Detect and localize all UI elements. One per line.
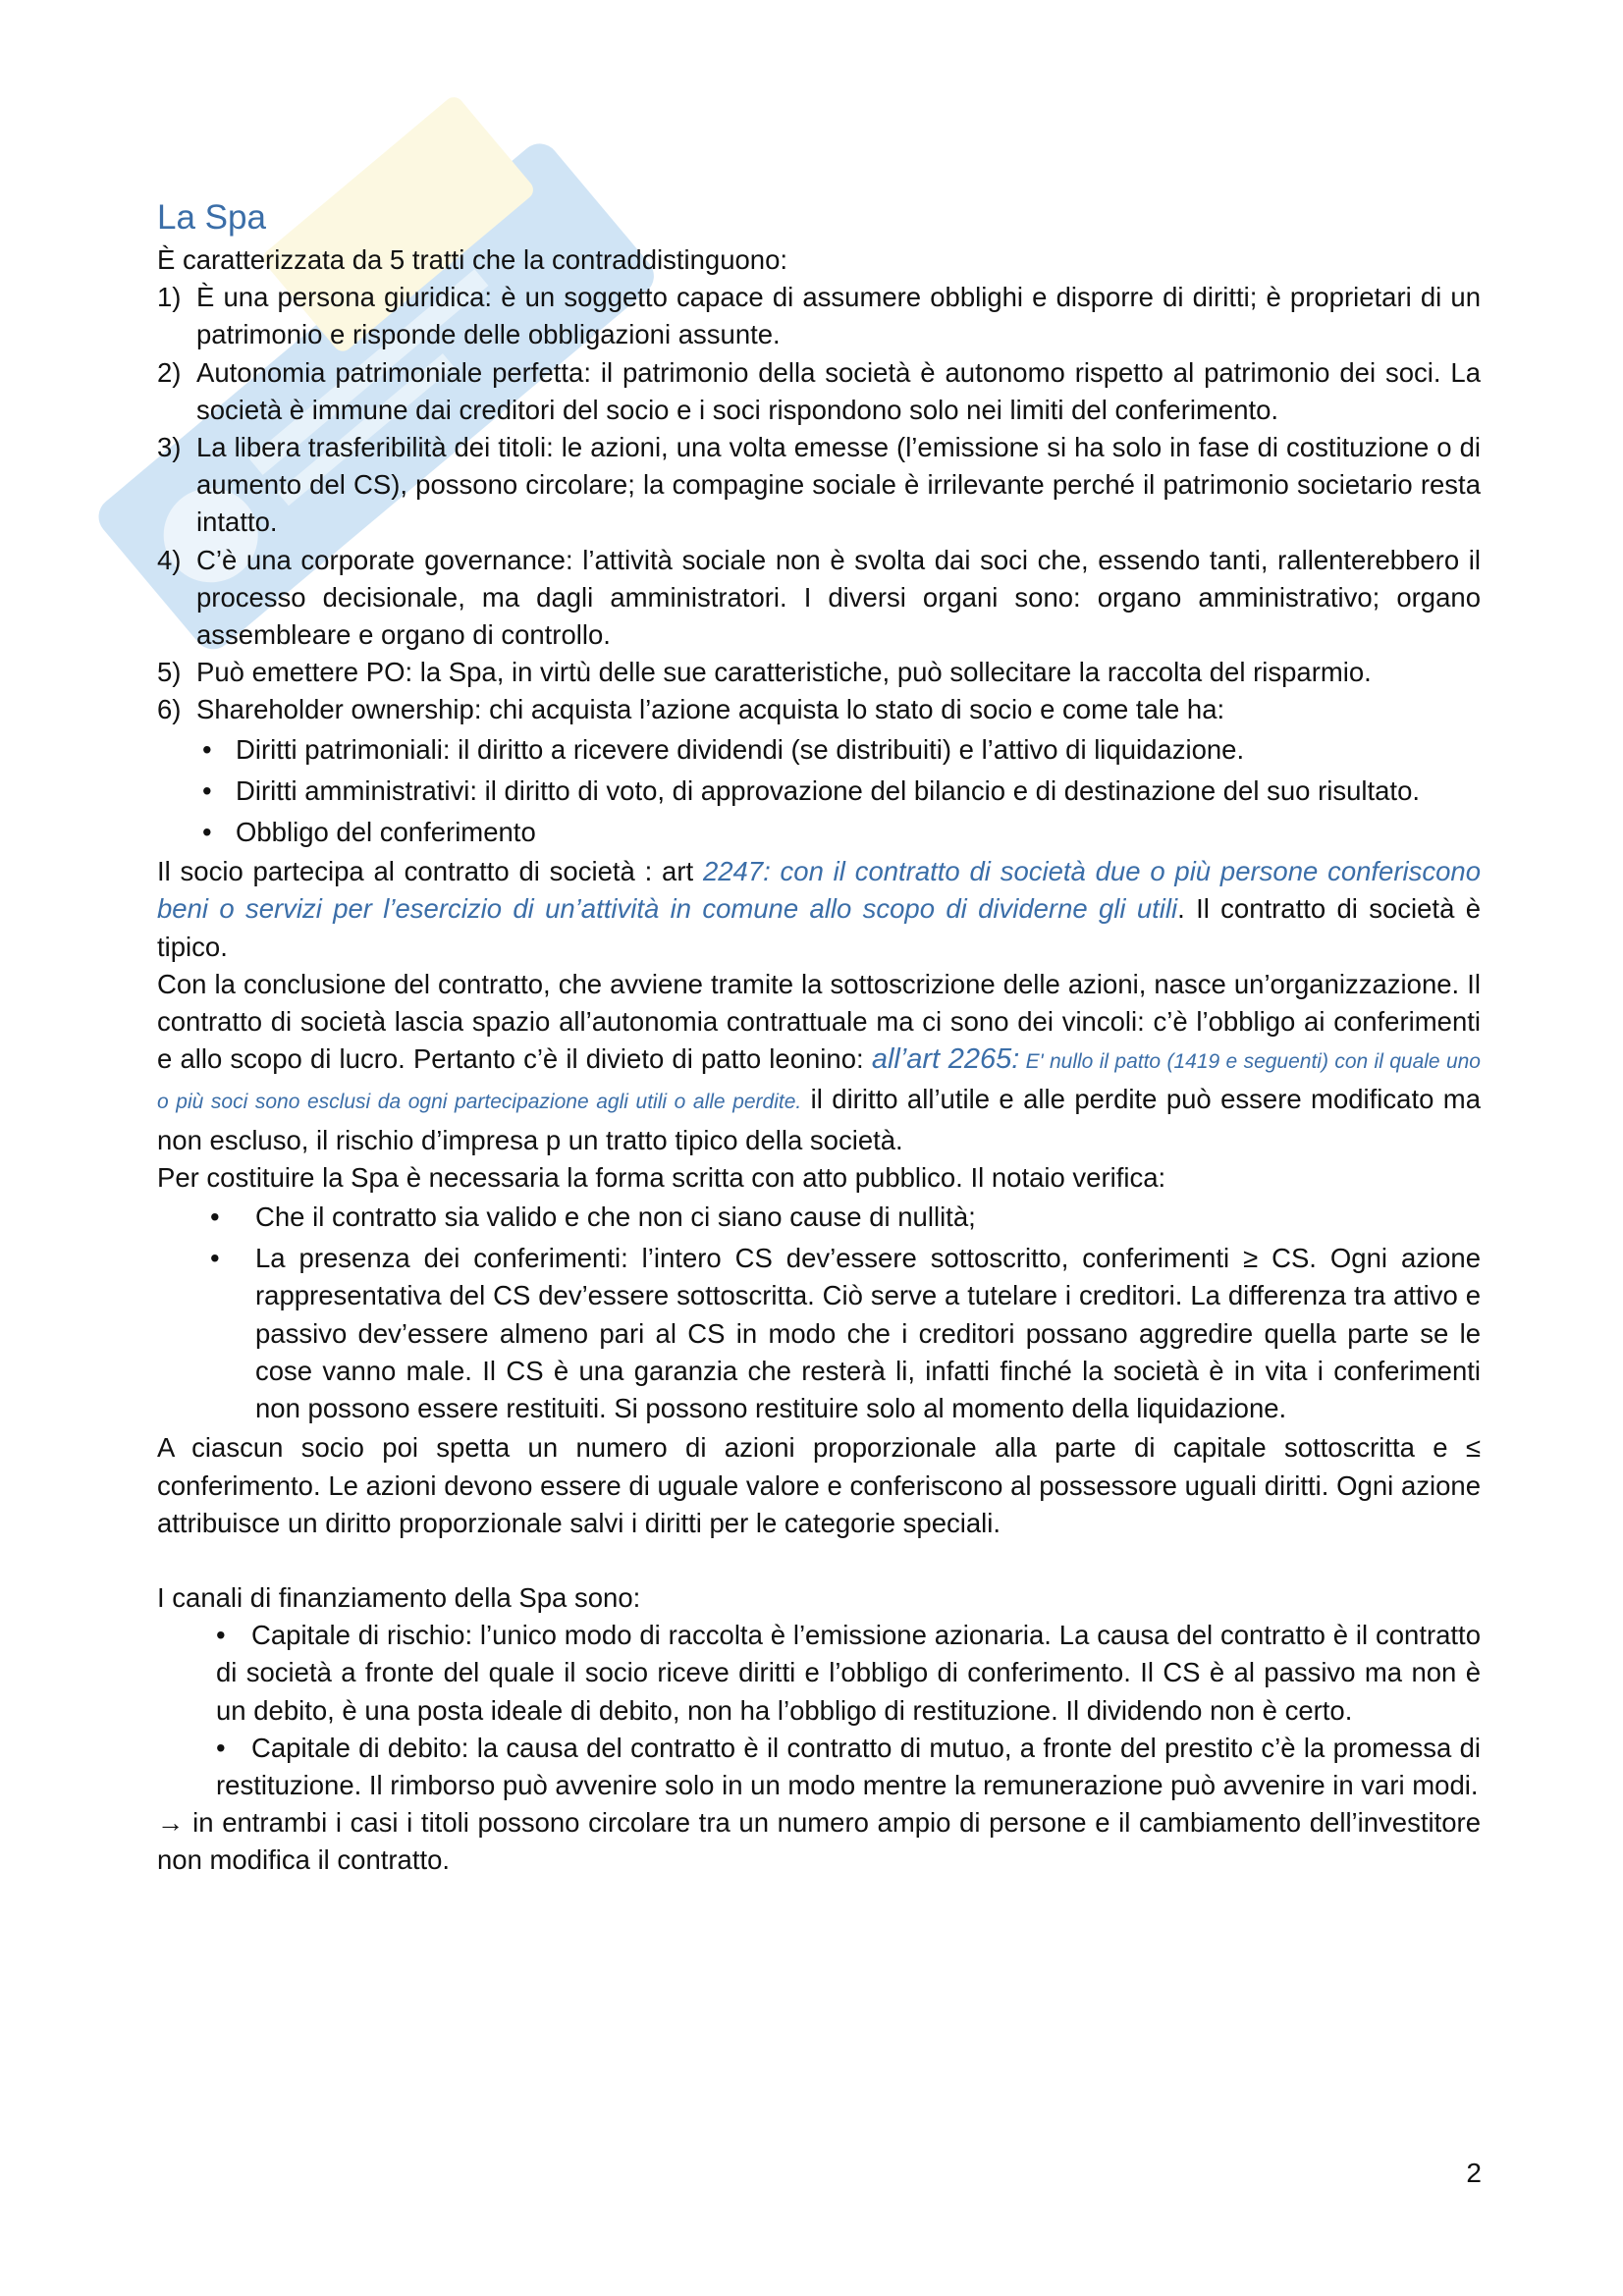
list-item bbox=[157, 771, 1481, 812]
item-number: 5) bbox=[157, 657, 182, 688]
page-number: 2 bbox=[1466, 2158, 1482, 2188]
item-text: Diritti patrimoniali: il diritto a ricevere dividendi (se distribuiti) e l’attivo di liquidazione. bbox=[236, 733, 1245, 765]
funding-intro: I canali di finanziamento della Spa sono: bbox=[157, 1581, 641, 1613]
item-text: Diritti amministrativi: il diritto di voto, di approvazione del bilancio e di destinazione del suo risultato. bbox=[236, 774, 1420, 806]
item-text: Può emettere PO: la Spa, in virtù delle sue caratteristiche, può sollecitare la raccolta del risparmio. bbox=[196, 657, 1372, 688]
list-item bbox=[157, 654, 1481, 691]
bullet-icon: • bbox=[210, 1201, 220, 1233]
page-title: La Spa bbox=[157, 198, 266, 237]
article-2247-citation: 2247: con il contratto di società due o più persone conferiscono beni o servizi per l’esercizio di un’attività in comune allo scopo di dividerne gli utili bbox=[157, 856, 1481, 925]
bullet-icon: • bbox=[202, 774, 212, 806]
list-item bbox=[157, 279, 1481, 353]
list-item bbox=[157, 354, 1481, 429]
list-item bbox=[157, 1197, 1481, 1238]
intro-text: È caratterizzata da 5 tratti che la contraddistinguono: bbox=[157, 244, 788, 275]
item-text: Autonomia patrimoniale perfetta: il patrimonio della società è autonomo rispetto al patrimonio dei soci. La società è immune dai creditori del socio e i soci rispondono solo nei limiti del conferimento. bbox=[196, 356, 1481, 425]
contract-paragraph: Il socio partecipa al contratto di società : art 2247: con il contratto di società due o più persone conferiscono beni o servizi per l’esercizio di un’attività in comune allo scopo di dividerne gli utili. Il contratto di società è tipico. bbox=[157, 856, 1481, 962]
item-text: Obbligo del conferimento bbox=[236, 817, 536, 848]
list-item bbox=[157, 1238, 1481, 1429]
bullet-icon: • bbox=[202, 817, 212, 848]
item-text: La presenza dei conferimenti: l’intero CS dev’essere sottoscritto, conferimenti ≥ CS. Ogni azione rappresentativa del CS dev’essere sottoscritta. Ciò serve a tutelare i creditori. La differenza tra attivo e passivo dev’essere almeno pari al CS in modo che i creditori possano aggredire quella parte se le cose vanno male. Il CS è una garanzia che resterà li, infatti finché la società è in vita i conferimenti non possono essere restituiti. Si possono restituire solo al momento della liquidazione. bbox=[255, 1243, 1481, 1424]
item-number: 4) bbox=[157, 544, 182, 575]
item-text: Che il contratto sia valido e che non ci siano cause di nullità; bbox=[255, 1201, 976, 1233]
list-item bbox=[157, 1617, 1481, 1730]
list-item bbox=[157, 691, 1481, 728]
list-item bbox=[157, 729, 1481, 771]
article-2265-ref: all’art 2265: bbox=[871, 1043, 1020, 1076]
item-text: Shareholder ownership: chi acquista l’azione acquista lo stato di socio e come tale ha: bbox=[196, 694, 1225, 725]
item-text: La libera trasferibilità dei titoli: le azioni, una volta emesse (l’emissione si ha solo in fase di costituzione o di aumento del CS), possono circolare; la compagine sociale è irrilevante perché il patrimonio societario resta intatto. bbox=[196, 432, 1481, 538]
item-number: 1) bbox=[157, 282, 182, 313]
closing-paragraph: → in entrambi i casi i titoli possono circolare tra un numero ampio di persone e il cambiamento dell’investitore non modifica il contratto. bbox=[157, 1807, 1481, 1876]
list-item bbox=[157, 812, 1481, 853]
item-number: 2) bbox=[157, 356, 182, 388]
notary-checks-list bbox=[157, 1197, 1481, 1429]
item-text: C’è una corporate governance: l’attività sociale non è svolta dai soci che, essendo tanti, rallenterebbero il processo decisionale, ma dagli amministratori. I diversi organi sono: organo amministrativo; organo assembleare e organo di controllo. bbox=[196, 544, 1481, 651]
conclusion-paragraph: Con la conclusione del contratto, che avviene tramite la sottoscrizione delle azioni, nasce un’organizzazione. Il contratto di società lascia spazio all’autonomia contrattuale ma ci sono dei vincoli: c’è l’obbligo ai conferimenti e allo scopo di lucro. Pertanto c’è il divieto di patto leonino: all’art 2265: E' nullo il patto (1419 e seguenti) con il quale uno o più soci sono esclusi da ogni partecipazione agli utili o alle perdite. il diritto all’utile e alle perdite può essere modificato ma non escluso, il rischio d’impresa p un tratto tipico della società. bbox=[157, 968, 1481, 1155]
bullet-icon: • bbox=[210, 1243, 220, 1274]
document-page bbox=[157, 194, 1481, 1880]
traits-list bbox=[157, 279, 1481, 728]
funding-list bbox=[157, 1617, 1481, 1804]
item-number: 3) bbox=[157, 432, 182, 463]
item-number: 6) bbox=[157, 694, 182, 725]
list-item bbox=[157, 542, 1481, 655]
bullet-icon: • bbox=[216, 1732, 226, 1763]
notary-intro: Per costituire la Spa è necessaria la forma scritta con atto pubblico. Il notaio verifica: bbox=[157, 1161, 1166, 1193]
rights-list bbox=[157, 729, 1481, 854]
shares-paragraph: A ciascun socio poi spetta un numero di azioni proporzionale alla parte di capitale sottoscritta e ≤ conferimento. Le azioni devono essere di uguale valore e conferiscono al possessore uguali diritti. Ogni azione attribuisce un diritto proporzionale salvi i diritti per le categorie speciali. bbox=[157, 1432, 1481, 1538]
item-text: Capitale di debito: la causa del contratto è il contratto di mutuo, a fronte del prestito c’è la promessa di restituzione. Il rimborso può avvenire solo in un modo mentre la remunerazione può avvenire in vari modi. bbox=[216, 1732, 1481, 1800]
item-text: È una persona giuridica: è un soggetto capace di assumere obblighi e disporre di diritti; è proprietari di un patrimonio e risponde delle obbligazioni assunte. bbox=[196, 282, 1481, 350]
item-text: Capitale di rischio: l’unico modo di raccolta è l’emissione azionaria. La causa del contratto è il contratto di società a fronte del quale il socio riceve diritti e l’obbligo di conferimento. Il CS è al passivo ma non è un debito, è una posta ideale di debito, non ha l’obbligo di restituzione. Il dividendo non è certo. bbox=[216, 1620, 1481, 1726]
bullet-icon: • bbox=[216, 1620, 226, 1651]
bullet-icon: • bbox=[202, 733, 212, 765]
list-item bbox=[157, 1730, 1481, 1804]
article-2265-citation: E' nullo il patto (1419 e seguenti) con il quale uno o più soci sono esclusi da ogni partecipazione agli utili o alle perdite. bbox=[157, 1050, 1481, 1114]
list-item bbox=[157, 429, 1481, 542]
